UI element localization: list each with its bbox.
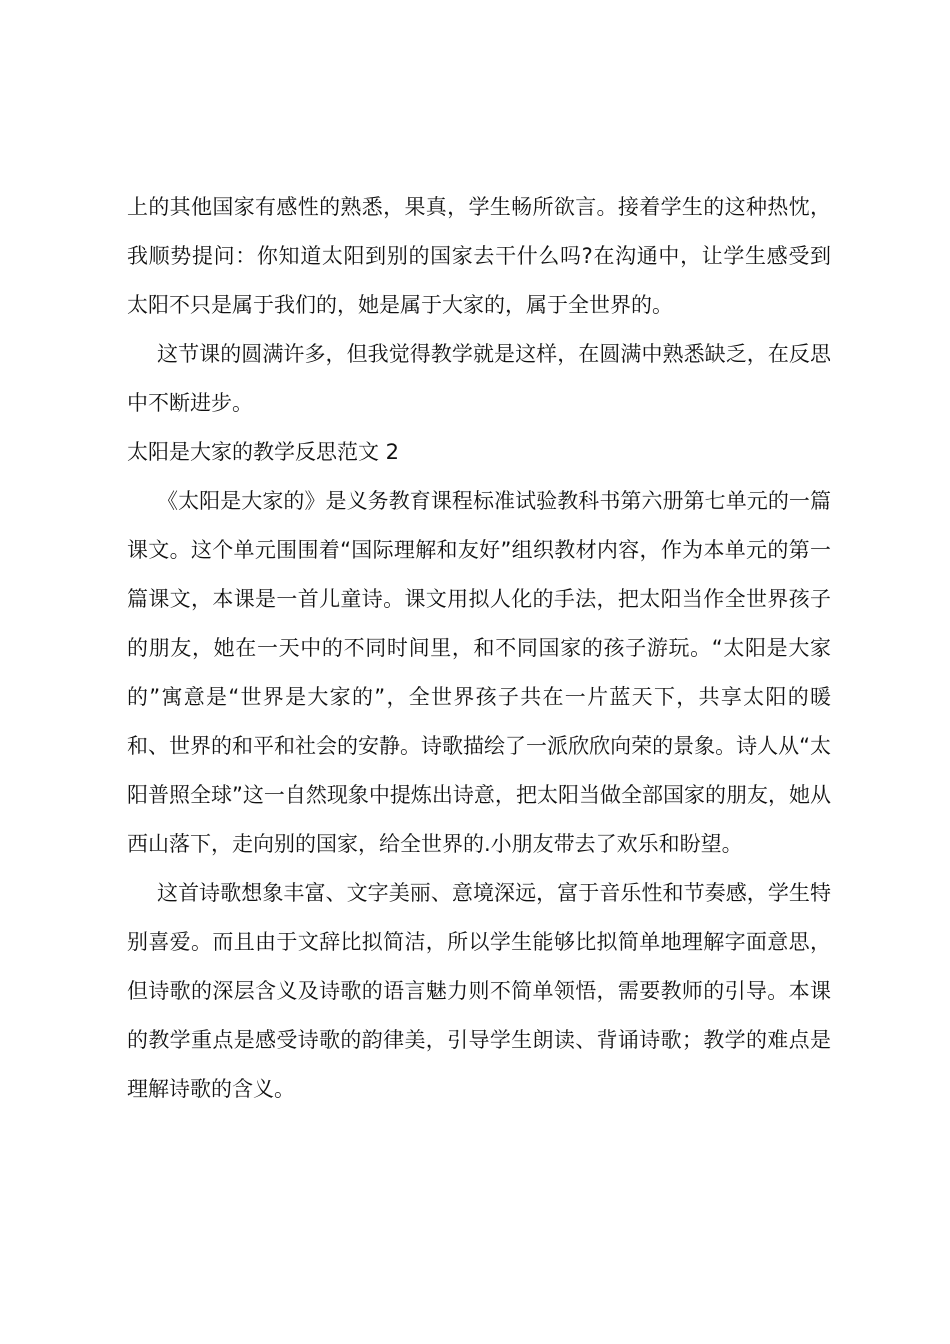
paragraph-reflection: 这节课的圆满许多，但我觉得教学就是这样，在圆满中熟悉缺乏，在反思中不断进步。: [127, 342, 831, 415]
paragraph-teaching-focus: 这首诗歌想象丰富、文字美丽、意境深远，富于音乐性和节奏感，学生特别喜爱。而且由于文辞比拟简洁，所以学生能够比拟简单地理解字面意思，但诗歌的深层含义及诗歌的语言魅力则不简单领悟，需要教师的引导。本课的教学重点是感受诗歌的韵律美，引导学生朗读、背诵诗歌；教学的难点是理解诗歌的含义。: [127, 881, 831, 1101]
paragraph-lesson-intro: 《太阳是大家的》是义务教育课程标准试验教科书第六册第七单元的一篇课文。这个单元围围着“国际理解和友好”组织教材内容，作为本单元的第一篇课文，本课是一首儿童诗。课文用拟人化的手法，把太阳当作全世界孩子的朋友，她在一天中的不同时间里，和不同国家的孩子游玩。“太阳是大家的”寓意是“世界是大家的”，全世界孩子共在一片蓝天下，共享太阳的暖和、世界的和平和社会的安静。诗歌描绘了一派欣欣向荣的景象。诗人从“太阳普照全球”这一自然现象中提炼出诗意，把太阳当做全部国家的朋友，她从西山落下，走向别的国家，给全世界的.小朋友带去了欢乐和盼望。: [127, 489, 831, 856]
section-heading: 太阳是大家的教学反思范文 2: [127, 440, 400, 464]
document-body: [127, 183, 831, 1114]
paragraph-continuation: 上的其他国家有感性的熟悉，果真，学生畅所欲言。接着学生的这种热忱，我顺势提问：你知道太阳到别的国家去干什么吗?在沟通中，让学生感受到太阳不只是属于我们的，她是属于大家的，属于全世界的。: [127, 195, 831, 317]
